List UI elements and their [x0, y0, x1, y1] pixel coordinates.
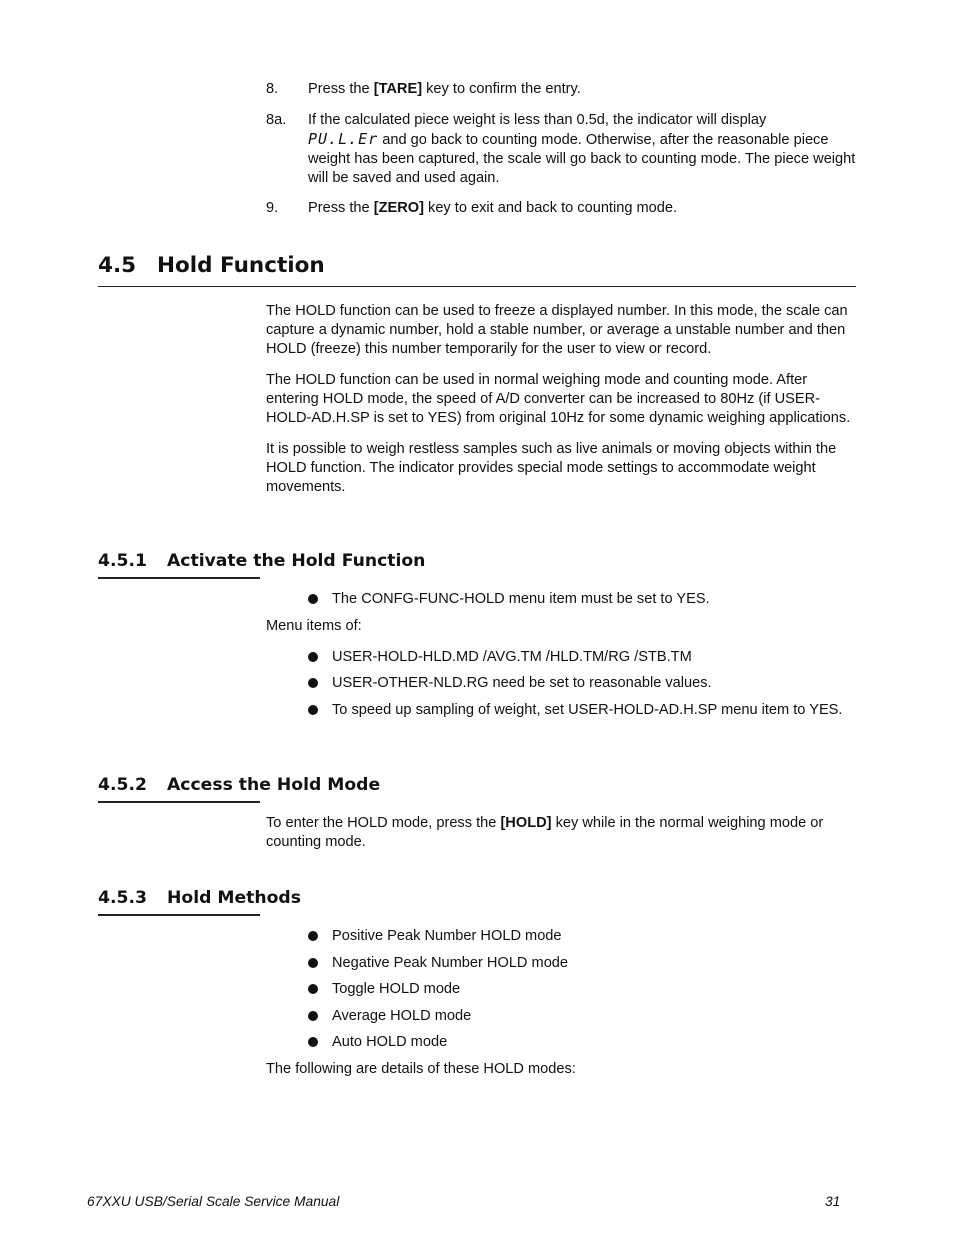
list-item: The CONFG-FUNC-HOLD menu item must be set to YES.: [307, 590, 857, 609]
activate-bullets: [307, 590, 857, 609]
list-item: To speed up sampling of weight, set USER-HOLD-AD.H.SP menu item to YES.: [307, 701, 857, 720]
menu-items-bullets: [307, 648, 857, 720]
section-heading: [98, 252, 856, 287]
list-item: Average HOLD mode: [307, 1007, 857, 1026]
paragraph: It is possible to weigh restless samples such as live animals or moving objects within the HOLD function. The indicator provides special mode settings to accommodate weight movements.: [266, 441, 837, 495]
bullet-icon: [308, 652, 318, 662]
paragraph: The HOLD function can be used in normal weighing mode and counting mode. After entering HOLD mode, the speed of A/D converter can be increased to 80Hz (if USER-HOLD-AD.H.SP is set to YES) from original 10Hz for some dynamic weighing applications.: [266, 372, 851, 426]
paragraph: The HOLD function can be used to freeze a displayed number. In this mode, the scale can capture a dynamic number, hold a stable number, or average a unstable number and then HOLD (freeze) this number temporarily for the user to view or record.: [266, 303, 848, 357]
list-item: Toggle HOLD mode: [307, 980, 857, 999]
step-8a-text: If the calculated piece weight is less than 0.5d, the indicator will display PU.L.Er and go back to counting mode. Otherwise, after the reasonable piece weight has been captured, the scale will go back to counting mode. The piece weight will be saved and used again.: [308, 112, 856, 186]
subsection-heading-access: 4.5.2 Access the Hold Mode: [98, 774, 260, 803]
step-8-text: Press the [TARE] key to confirm the entry.: [308, 81, 581, 97]
footer-page-number: 31: [825, 1194, 841, 1209]
list-item: USER-HOLD-HLD.MD /AVG.TM /HLD.TM/RG /STB.TM: [307, 648, 857, 667]
zero-key: [ZERO]: [373, 200, 424, 216]
bullet-icon: [308, 958, 318, 968]
intro-text: [266, 302, 858, 509]
step-8a-number: 8a.: [266, 112, 287, 128]
list-item: USER-OTHER-NLD.RG need be set to reasonable values.: [307, 674, 857, 693]
section-number: 4.5: [98, 253, 137, 278]
bullet-icon: [308, 1037, 318, 1047]
bullet-icon: [308, 984, 318, 994]
step-9-text: Press the [ZERO] key to exit and back to counting mode.: [308, 200, 678, 216]
step-9-number: 9.: [266, 200, 279, 216]
bullet-icon: [308, 1011, 318, 1021]
closing-text: The following are details of these HOLD modes:: [266, 1061, 576, 1077]
list-item: Negative Peak Number HOLD mode: [307, 954, 857, 973]
menu-items-label: Menu items of:: [266, 618, 362, 634]
hold-methods-bullets: [307, 927, 857, 1052]
list-item: Auto HOLD mode: [307, 1033, 857, 1052]
bullet-icon: [308, 931, 318, 941]
subsection-heading-methods: 4.5.3 Hold Methods: [98, 887, 260, 916]
tare-key: [TARE]: [373, 81, 423, 97]
subsection-heading-activate: 4.5.1 Activate the Hold Function: [98, 550, 260, 579]
lcd-display-readout: PU.L.Er: [308, 130, 379, 148]
bullet-icon: [308, 678, 318, 688]
bullet-icon: [308, 594, 318, 604]
footer-manual-title: 67XXU USB/Serial Scale Service Manual: [87, 1194, 340, 1209]
access-paragraph: To enter the HOLD mode, press the [HOLD] key while in the normal weighing mode or counting mode.: [266, 815, 824, 850]
bullet-icon: [308, 705, 318, 715]
step-8-number: 8.: [266, 81, 279, 97]
hold-key: [HOLD]: [500, 815, 552, 831]
section-title: Hold Function: [157, 253, 325, 278]
list-item: Positive Peak Number HOLD mode: [307, 927, 857, 946]
